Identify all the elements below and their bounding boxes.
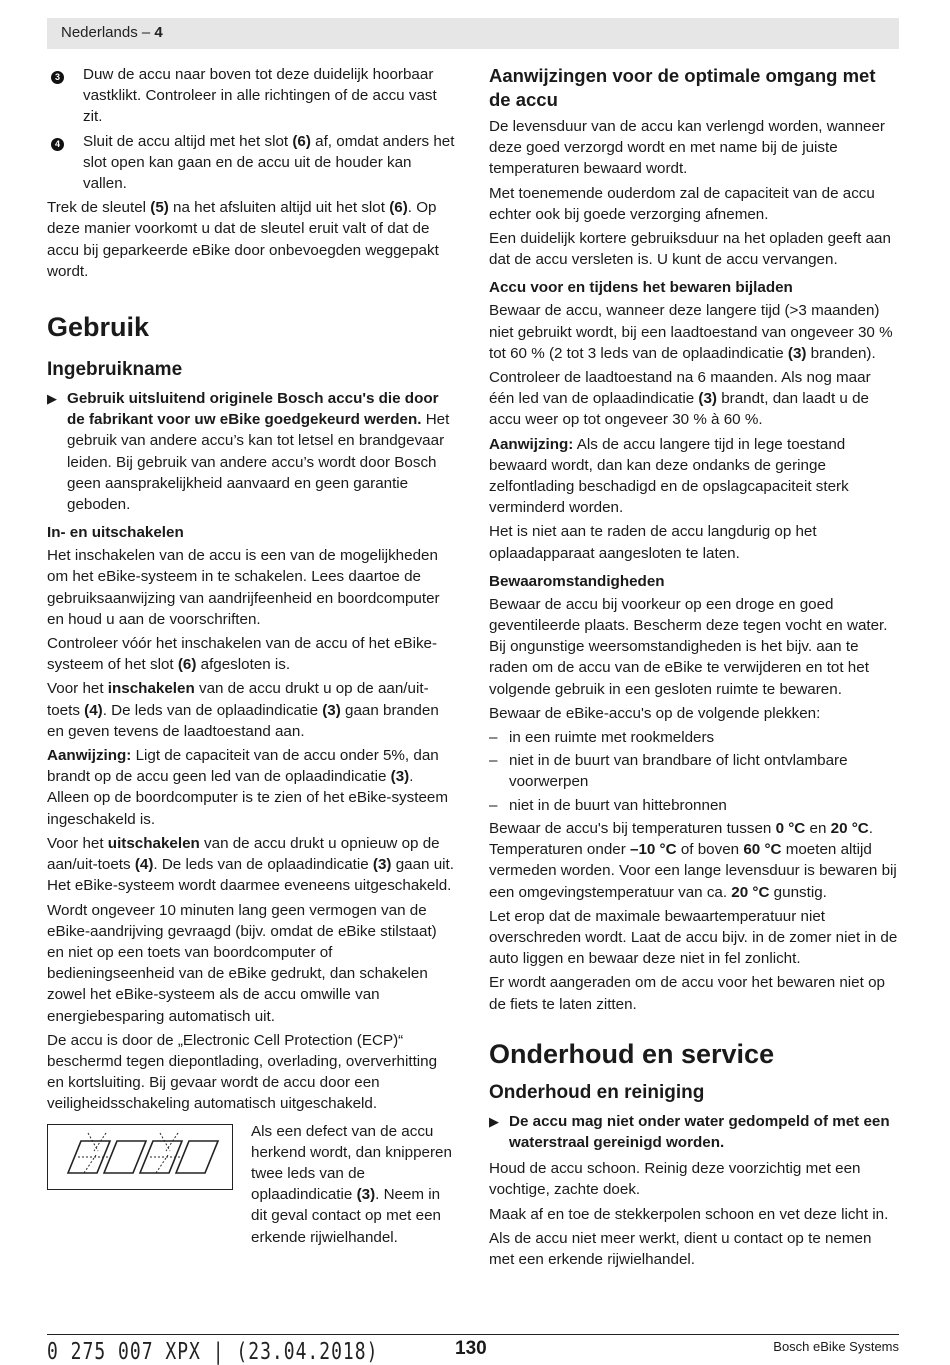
step-text: Duw de accu naar boven tot deze duidelijk hoorbaar vastklikt. Controleer in alle richtingen of de accu vast zit. [83,66,437,126]
section-title-onderhoud: Onderhoud en service [489,1038,775,1069]
subsection-title-reiniging: Onderhoud en reiniging [489,1081,705,1103]
key-paragraph: Trek de sleutel (5) na het afsluiten altijd uit het slot (6). Op deze manier voorkomt u dat de sleutel eruit valt of dat de accu bij geparkeerde eBike door onbevoegden weggepakt wordt. [47,199,439,280]
paragraph: Het is niet aan te raden de accu langdurig op het oplaadapparaat aangesloten te laten. [489,523,817,562]
paragraph: Bewaar de accu bij voorkeur op een droge en goed geventileerde plaats. Bescherm deze tegen vocht en water. Bij ongunstige weersomstandigheden is het bijv. aan te raden om de accu van de eBike te verwijderen en tot het volgende gebruik in een gesloten ruimte te bewaren. [489,595,888,698]
footer-brand: Bosch eBike Systems [773,1339,899,1354]
footer-page-number: 130 [455,1338,487,1359]
paragraph: Bewaar de accu's bij temperaturen tussen 0 °C en 20 °C. Temperaturen onder –10 °C of boven 60 °C moeten altijd vermeden worden. Voor een lange levensduur is bewaren bij een omgevingstemperatuur van ca. 20 °C gunstig. [489,819,897,901]
step-text: Sluit de accu altijd met het slot (6) af, omdat anders het slot open kan gaan en de accu uit de houder kan vallen. [83,132,455,193]
header-separator: – [137,24,155,41]
step-number-badge: 4 [51,138,64,151]
left-column [47,64,457,1248]
subsection-title-ingebruikname: Ingebruikname [47,359,183,381]
paragraph: Maak af en toe de stekkerpolen schoon en vet deze licht in. [489,1205,889,1223]
section-title-gebruik: Gebruik [47,312,150,343]
note-paragraph: Aanwijzing: Ligt de capaciteit van de accu onder 5%, dan brandt op de accu geen led van de oplaadindicatie (3). Alleen op de boordcomputer is te zien of het eBike-systeem ingeschakeld is. [47,747,449,828]
paragraph: Een duidelijk kortere gebruiksduur na het opladen geeft aan dat de accu versleten is. U kunt de accu vervangen. [489,230,891,269]
subheading-bijladen: Accu voor en tijdens het bewaren bijladen [489,279,793,297]
header-language: Nederlands [61,24,138,41]
paragraph: Bewaar de eBike-accu's op de volgende plekken: [489,704,821,722]
led-defect-text: Als een defect van de accu herkend wordt, dan knipperen twee leds van de oplaadindicatie (3). Neem in dit geval contact op met een erkende rijwielhandel. [251,1122,452,1246]
warning-triangle-icon: ▶ [489,1113,499,1129]
note-paragraph: Aanwijzing: Als de accu langere tijd in lege toestand bewaard wordt, dan kan deze ondanks de geringe zelfontlading beschadigd en de opslagcapaciteit sterk verminderd worden. [489,435,849,517]
header-page-number: 4 [154,24,163,41]
page-header-bar [47,18,899,49]
footer-divider [47,1334,899,1335]
right-column [489,64,899,1273]
paragraph: Controleer de laadtoestand na 6 maanden. Als nog maar één led van de oplaadindicatie (3) brandt, dan laadt u de accu weer op tot ongeveer 30 % à 60 %. [489,369,871,429]
warning-triangle-icon: ▶ [47,391,57,407]
paragraph: Voor het inschakelen van de accu drukt u op de aan/uit-toets (4). De leds van de oplaadindicatie (3) gaan branden en geven tevens de laadtoestand aan. [47,680,439,740]
paragraph: Wordt ongeveer 10 minuten lang geen vermogen van de eBike-aandrijving gevraagd (bijv. omdat de eBike stilstaat) en niet op een toets van boordcomputer of bedieningseenheid van de eBike gedrukt, dan schakelen zowel het eBike-systeem als de accu omwille van energiebesparing automatisch uit. [47,901,437,1025]
subsection-title-aanwijzingen: Aanwijzingen voor de optimale omgang met de accu [489,65,876,110]
footer-doc-number: 0 275 007 XPX | (23.04.2018) [47,1338,379,1365]
paragraph: Bewaar de accu, wanneer deze langere tijd (>3 maanden) niet gebruikt wordt, bij een laadtoestand van ongeveer 30 % tot 60 % (2 tot 3 leds van de oplaadindicatie (3) branden). [489,302,893,362]
paragraph: Er wordt aangeraden om de accu voor het bewaren niet op de fiets te laten zitten. [489,974,885,1013]
paragraph: De levensduur van de accu kan verlengd worden, wanneer deze goed verzorgd wordt en met name bij de juiste temperaturen bewaard wordt. [489,118,885,178]
paragraph: Let erop dat de maximale bewaartemperatuur niet overschreden wordt. Laat de accu bijv. in de zomer niet in de auto liggen en bewaar deze niet in fel zonlicht. [489,907,898,968]
step-4 [47,131,457,195]
paragraph: Voor het uitschakelen van de accu drukt u opnieuw op de aan/uit-toets (4). De leds van de oplaadindicatie (3) gaan uit. Het eBike-systeem wordt daarmee eveneens uitgeschakeld. [47,834,454,895]
subheading-in-uitschakelen: In- en uitschakelen [47,524,184,542]
paragraph: Met toenemende ouderdom zal de capaciteit van de accu echter ook bij goede verzorging afnemen. [489,184,875,223]
list-item: – niet in de buurt van brandbare of licht ontvlambare voorwerpen [489,752,848,791]
paragraph: Als de accu niet meer werkt, dient u contact op te nemen met een erkende rijwielhandel. [489,1229,872,1268]
subheading-bewaaromstandigheden: Bewaaromstandigheden [489,572,665,590]
list-item: – niet in de buurt van hittebronnen [489,796,727,814]
paragraph: Controleer vóór het inschakelen van de accu of het eBike-systeem of het slot (6) afgesloten is. [47,635,438,674]
list-item: – in een ruimte met rookmelders [489,729,715,747]
blinking-leds-icon [48,1125,232,1189]
warning-original-batteries: ▶ Gebruik uitsluitend originele Bosch accu's die door de fabrikant voor uw eBike goedgekeurd werden. Het gebruik van andere accu’s kan tot letsel en brandgevaar leiden. Bij gebruik van andere accu’s wordt door Bosch geen aansprakelijkheid aanvaard en geen garantie geboden. [47,388,457,515]
led-blink-illustration [47,1124,233,1190]
warning-water: ▶ De accu mag niet onder water gedompeld of met een waterstraal gereinigd worden. [489,1111,899,1153]
step-3 [47,64,457,128]
step-number-badge: 3 [51,71,64,84]
page-header [61,24,163,41]
led-defect-figure-row [47,1121,457,1248]
paragraph: Het inschakelen van de accu is een van de mogelijkheden om het eBike-systeem in te schakelen. Lees daartoe de gebruiksaanwijzing van aandrijfeenheid en boordcomputer en houd u aan de voorschriften. [47,547,440,628]
paragraph: De accu is door de „Electronic Cell Protection (ECP)“ beschermd tegen diepontlading, overlading, oververhitting en kortsluiting. Bij gevaar wordt de accu door een veiligheidsschakeling automatisch uitgeschakeld. [47,1031,438,1113]
paragraph: Houd de accu schoon. Reinig deze voorzichtig met een vochtige, zachte doek. [489,1160,861,1199]
